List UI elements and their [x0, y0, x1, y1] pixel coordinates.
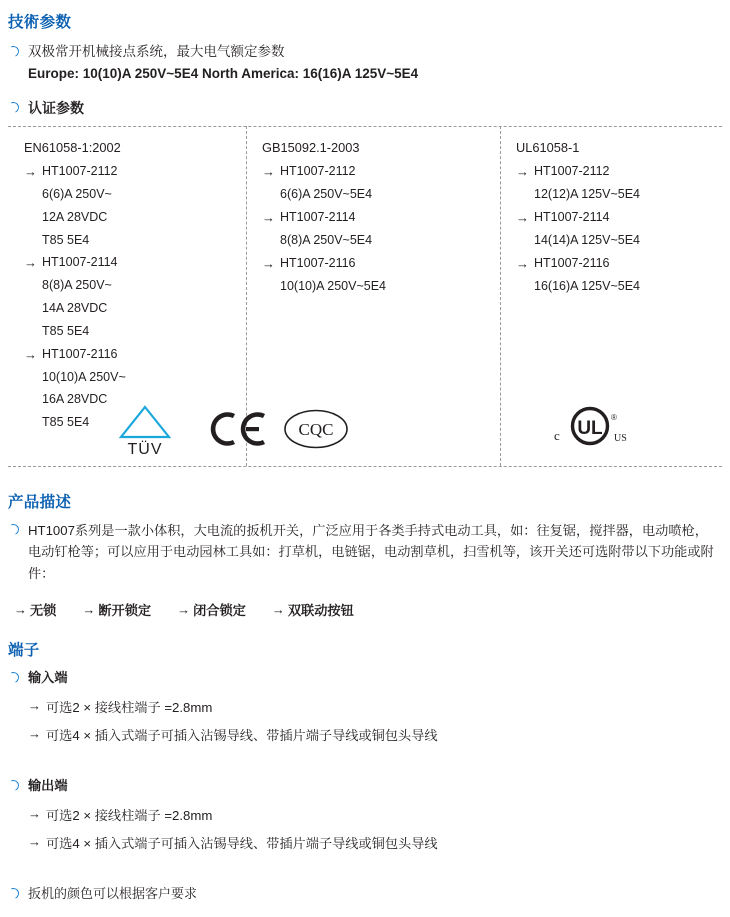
cqc-logo	[283, 408, 349, 453]
cert-rating: 10(10)A 250V~	[42, 369, 126, 384]
arrow-icon: →	[14, 602, 27, 617]
tech-line-contact-system	[8, 42, 708, 63]
cert-rating: 14A 28VDC	[42, 301, 108, 315]
cert-rating: 16(16)A 125V~5E4	[534, 278, 640, 293]
terminal-group-label: 输出端	[28, 778, 68, 793]
cert-model-row	[24, 255, 239, 270]
cert-rating: 8(8)A 250V~	[42, 278, 112, 293]
arrow-icon: →	[28, 698, 41, 714]
tuv-logo	[118, 404, 172, 459]
tech-line1-ratings: Europe: 10(10)A 250V~5E4 North America: 16(16)A 125V~5E4	[28, 66, 419, 81]
cert-model: HT1007-2116	[534, 255, 610, 270]
terminal-group-label: 输入端	[28, 670, 68, 685]
bullet-icon	[8, 776, 28, 793]
cert-rating: T85 5E4	[42, 232, 90, 247]
cert-model: HT1007-2112	[534, 164, 610, 178]
divider-top	[8, 126, 722, 127]
terminal-group-output	[8, 776, 720, 852]
terminal-detail	[28, 697, 720, 716]
cert-model-row	[516, 210, 716, 225]
svg-text:®: ®	[611, 413, 617, 422]
tuv-logo-text: TÜV	[127, 441, 163, 458]
cert-ratings	[280, 231, 492, 250]
cert-column-en	[24, 140, 239, 438]
arrow-icon: →	[177, 602, 191, 617]
bullet-icon	[8, 884, 28, 901]
cert-ratings	[42, 185, 239, 249]
product-option	[177, 600, 246, 619]
cert-model-row	[24, 164, 239, 179]
cert-model-row	[516, 256, 716, 271]
terminal-detail-text: 可选2 × 接线柱端子 =2.8mm	[46, 808, 213, 824]
arrow-icon: →	[28, 806, 41, 822]
cert-model-row	[262, 164, 492, 179]
cert-model: HT1007-2112	[42, 164, 118, 178]
cert-ratings	[280, 277, 492, 296]
tech-line1-text: 双极常开机械接点系统，最大电气额定参数	[28, 44, 285, 59]
terminal-group-head	[8, 668, 720, 688]
cert-model: HT1007-2116	[42, 346, 118, 361]
arrow-icon: →	[24, 255, 37, 271]
cert-model: HT1007-2114	[534, 209, 610, 224]
arrow-icon: →	[28, 834, 41, 850]
product-option-list	[14, 600, 380, 619]
tuv-triangle-icon	[118, 404, 172, 440]
arrow-icon: →	[516, 255, 529, 271]
cert-rating: T85 5E4	[42, 323, 90, 338]
product-option	[272, 600, 354, 619]
section-title-tech-params: 技術参数	[8, 14, 72, 31]
cert-ratings	[280, 185, 492, 204]
cert-model: HT1007-2114	[42, 255, 118, 270]
arrow-icon: →	[262, 164, 275, 179]
arrow-icon: →	[262, 209, 275, 225]
product-option-label: 双联动按钮	[287, 603, 354, 618]
bullet-icon	[8, 42, 28, 59]
arrow-icon: →	[516, 209, 529, 225]
cert-rating: 6(6)A 250V~	[42, 187, 112, 201]
cert-model: HT1007-2116	[280, 255, 356, 270]
bullet-icon	[8, 98, 28, 115]
section-title-terminals: 端子	[8, 642, 40, 659]
cert-ratings	[534, 231, 716, 250]
divider-bottom	[8, 466, 722, 467]
terminal-detail	[28, 725, 720, 744]
terminal-detail	[28, 833, 720, 852]
cert-rating: 6(6)A 250V~5E4	[280, 187, 373, 201]
terminal-group-input	[8, 668, 720, 744]
cert-rating: 14(14)A 125V~5E4	[534, 232, 640, 247]
cert-rating: 10(10)A 250V~5E4	[280, 278, 386, 293]
section-title-product-desc: 产品描述	[8, 494, 72, 511]
cert-ratings	[534, 185, 716, 204]
bullet-icon	[8, 520, 28, 537]
bullet-icon	[8, 668, 28, 685]
ul-logo	[548, 406, 634, 453]
cert-model-row	[24, 347, 239, 362]
product-description-text: HT1007系列是一款小体积，大电流的扳机开关，广泛应用于各类手持式电动工具，如：往复锯，搅拌器，电动喷枪，电动钉枪等；可以应用于电动园林工具如：打草机，电链锯，电动割草机，扫雪机等，该开关还可选附带以下功能或附件：	[28, 523, 714, 581]
cert-standard: GB15092.1-2003	[262, 140, 360, 155]
arrow-icon: →	[28, 726, 41, 742]
cert-column-gb	[262, 140, 492, 301]
arrow-icon: →	[24, 346, 37, 362]
cert-rating: 8(8)A 250V~5E4	[280, 232, 373, 247]
terminal-group-head	[8, 776, 720, 796]
ce-mark-icon	[206, 412, 268, 446]
cert-model: HT1007-2114	[280, 209, 356, 224]
cert-rating: T85 5E4	[42, 415, 90, 429]
divider-vertical-2	[500, 126, 501, 466]
terminal-detail-text: 可选4 × 插入式端子可插入沾锡导线、带插片端子导线或铜包头导线	[46, 836, 438, 852]
svg-text:UL: UL	[577, 418, 603, 439]
svg-text:US: US	[614, 433, 627, 444]
cert-rating: 12(12)A 125V~5E4	[534, 187, 640, 201]
arrow-icon: →	[24, 164, 37, 179]
svg-text:CQC: CQC	[298, 420, 334, 439]
cert-rating: 16A 28VDC	[42, 392, 108, 407]
arrow-icon: →	[82, 602, 96, 617]
product-option	[14, 600, 56, 619]
ul-mark-icon	[548, 406, 634, 450]
cert-model-row	[262, 210, 492, 225]
product-option	[82, 600, 151, 619]
cert-standard: EN61058-1:2002	[24, 140, 121, 155]
cert-model: HT1007-2112	[280, 164, 356, 178]
cert-rating: 12A 28VDC	[42, 209, 108, 224]
terminal-note-text: 扳机的颜色可以根据客户要求	[28, 886, 198, 901]
cert-ratings	[42, 276, 239, 340]
product-description-block	[8, 520, 720, 584]
cert-model-row	[262, 256, 492, 271]
arrow-icon: →	[262, 255, 275, 271]
cert-ratings	[534, 277, 716, 296]
terminal-note	[8, 884, 720, 904]
terminal-detail-text: 可选4 × 插入式端子可插入沾锡导线、带插片端子导线或铜包头导线	[46, 728, 438, 744]
product-option-label: 闭合锁定	[193, 603, 246, 618]
arrow-icon: →	[271, 602, 285, 617]
cert-params-head	[8, 98, 84, 120]
cert-column-ul	[516, 140, 716, 301]
product-option-label: 断开锁定	[98, 603, 152, 618]
product-option-label: 无锁	[30, 603, 57, 618]
svg-text:c: c	[554, 428, 560, 443]
cqc-mark-icon	[283, 408, 349, 450]
ce-logo	[206, 412, 268, 449]
terminal-detail-text: 可选2 × 接线柱端子 =2.8mm	[46, 700, 213, 716]
cert-params-label: 认证参数	[28, 100, 84, 116]
arrow-icon: →	[516, 164, 529, 179]
terminal-detail	[28, 805, 720, 824]
cert-model-row	[516, 164, 716, 179]
cert-standard: UL61058-1	[516, 140, 580, 155]
terminal-note-row	[8, 884, 720, 904]
